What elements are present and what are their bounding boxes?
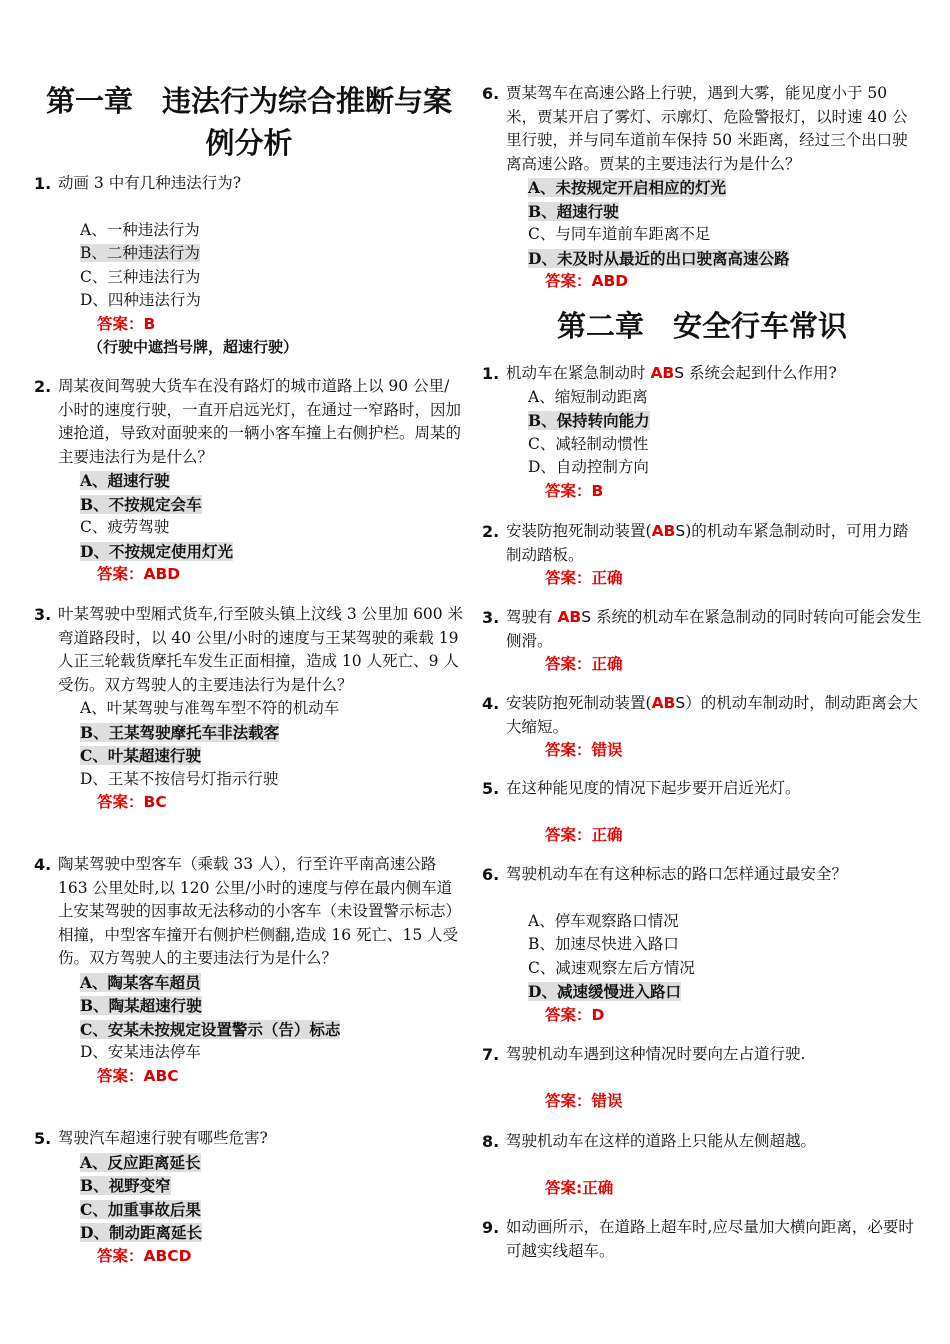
chapter2-question-1: 1. 机动车在紧急制动时 ABS 系统会起到什么作用? A、缩短制动距离 B、保持转向能力 C、减轻制动惯性 D、自动控制方向 答案：B: [482, 362, 922, 503]
answer: 答案：ABD: [545, 272, 629, 290]
option-d: D、安某违法停车: [80, 1043, 201, 1061]
option-b: B、陶某超速行驶: [80, 996, 202, 1015]
question-3: 3. 叶某驾驶中型厢式货车,行至陂头镇上汶线 3 公里加 600 米弯道路段时，以 40 公里/小时的速度与王某驾驶的乘载 19 人正三轮载货摩托车发生正面相撞，造成 10 人死亡、9 人受伤。双方驾驶人的主要违法行为是什么？ A、叶某驾驶与准驾车型不符的机动车 B、王某驾驶摩托车非法载客 C、叶某超速行驶 D、王某不按信号灯指示行驶 答案：BC: [34, 603, 464, 815]
option-c: C、加重事故后果: [80, 1199, 201, 1219]
option-a: A、一种违法行为: [80, 220, 200, 239]
option-b: B、王某驾驶摩托车非法载客: [80, 722, 280, 742]
chapter2-question-3: 3. 驾驶有 ABS 系统的机动车在紧急制动的同时转向可能会发生侧滑。 答案：正确: [482, 606, 922, 677]
option-d: D、自动控制方向: [528, 458, 649, 476]
option-c: C、减轻制动惯性: [528, 434, 649, 453]
option-d: D、四种违法行为: [80, 291, 201, 309]
option-c: C、安某未按规定设置警示（告）标志: [80, 1019, 341, 1039]
option-a: A、反应距离延长: [80, 1152, 201, 1172]
chapter2-title: 第二章 安全行车常识: [556, 309, 847, 343]
question-5: 5. 驾驶汽车超速行驶有哪些危害? A、反应距离延长 B、视野变窄 C、加重事故后果 D、制动距离延长 答案：ABCD: [34, 1127, 464, 1268]
option-b: B、视野变窄: [80, 1176, 171, 1195]
option-a: A、缩短制动距离: [528, 387, 648, 406]
answer: 答案：ABCD: [97, 1246, 192, 1265]
question-6: 6. 贾某驾车在高速公路上行驶，遇到大雾，能见度小于 50 米，贾某开启了雾灯、示廓灯、危险警报灯，以时速 40 公里行驶，并与同车道前车保持 50 米距离，经过三个出口驶离高速公路。贾某的主要违法行为是什么？ A、未按规定开启相应的灯光 B、超速行驶 C、与同车道前车距离不足 D、未及时从最近的出口驶离高速公路 答案：ABD: [482, 82, 922, 294]
option-a: A、未按规定开启相应的灯光: [528, 178, 727, 197]
question-2: 2. 周某夜间驾驶大货车在没有路灯的城市道路上以 90 公里/小时的速度行驶，一直开启远光灯，在通过一窄路时，因加速抢道，导致对面驶来的一辆小客车撞上右侧护栏。周某的主要违法行为是什么？ A、超速行驶 B、不按规定会车 C、疲劳驾驶 D、不按规定使用灯光 答案：ABD: [34, 375, 464, 587]
answer: 答案:正确: [545, 1178, 614, 1197]
answer: 答案：D: [545, 1005, 605, 1024]
chapter1-title: 第一章 违法行为综合推断与案 例分析: [45, 84, 452, 160]
option-b: B、超速行驶: [528, 201, 619, 221]
answer: 答案：正确: [545, 655, 623, 673]
answer-note: （行驶中遮挡号牌，超速行驶）: [88, 338, 299, 356]
option-d: D、王某不按信号灯指示行驶: [80, 769, 279, 788]
question-1: 1. 动画 3 中有几种违法行为? A、一种违法行为 B、二种违法行为 C、三种违法行为 D、四种违法行为 答案：B （行驶中遮挡号牌，超速行驶）: [34, 172, 464, 360]
option-d: D、不按规定使用灯光: [80, 541, 233, 561]
option-d: D、制动距离延长: [80, 1223, 202, 1242]
chapter2-question-2: 2. 安装防抱死制动装置(ABS)的机动车紧急制动时，可用力踏制动踏板。 答案：正确: [482, 520, 922, 591]
chapter2-question-9: 9. 如动画所示，在道路上超车时,应尽量加大横向距离，必要时可越实线超车。: [482, 1218, 914, 1260]
answer: 答案：BC: [97, 793, 167, 811]
chapter2-question-7: 7. 驾驶机动车遇到这种情况时要向左占道行驶. 答案：错误: [482, 1043, 922, 1113]
option-a: A、超速行驶: [80, 471, 170, 490]
question-text: 叶某驾驶中型厢式货车,行至陂头镇上汶线 3 公里加 600 米弯道路段时，以 40 公里/小时的速度与王某驾驶的乘载 19 人正三轮载货摩托车发生正面相撞，造成 10 人死亡、9 人受伤。双方驾驶人的主要违法行为是什么？: [58, 605, 464, 694]
option-c: C、疲劳驾驶: [80, 518, 170, 536]
option-b: B、不按规定会车: [80, 494, 202, 514]
answer: 答案：B: [97, 314, 156, 333]
option-d: D、减速缓慢进入路口: [528, 982, 681, 1001]
answer: 答案：错误: [545, 741, 623, 759]
question-4: 4. 陶某驾驶中型客车（乘载 33 人），行至许平南高速公路 163 公里处时,以 120 公里/小时的速度与停在最内侧车道上安某驾驶的因事故无法移动的小客车（未设置警示标志）相撞，中型客车撞开右侧护栏侧翻,造成 16 死亡、15 人受伤。双方驾驶人的主要违法行为是什么？ A、陶某客车超员 B、陶某超速行驶 C、安某未按规定设置警示（告）标志 D、安某违法停车 答案：ABC: [34, 853, 464, 1088]
answer: 答案：ABC: [97, 1066, 179, 1085]
chapter2-question-5: 5. 在这种能见度的情况下起步要开启近光灯。 答案：正确: [482, 777, 922, 847]
answer: 答案：ABD: [97, 565, 181, 583]
option-a: A、陶某客车超员: [80, 972, 201, 992]
answer: 答案：正确: [545, 569, 623, 587]
option-a: A、叶某驾驶与准驾车型不符的机动车: [80, 699, 340, 717]
option-c: C、减速观察左后方情况: [528, 958, 695, 977]
chapter2-question-4: 4. 安装防抱死制动装置(ABS）的机动车制动时，制动距离会大大缩短。 答案：错误: [482, 692, 922, 763]
option-b: B、保持转向能力: [528, 411, 650, 430]
answer: 答案：正确: [545, 825, 623, 844]
option-c: C、与同车道前车距离不足: [528, 225, 711, 243]
chapter2-question-6: 6. 驾驶机动车在有这种标志的路口怎样通过最安全？ A、停车观察路口情况 B、加速尽快进入路口 C、减速观察左后方情况 D、减速缓慢进入路口 答案：D: [482, 863, 922, 1027]
option-b: B、二种违法行为: [80, 244, 200, 262]
option-a: A、停车观察路口情况: [528, 911, 679, 930]
chapter2-question-8: 8. 驾驶机动车在这样的道路上只能从左侧超越。 答案:正确: [482, 1130, 922, 1200]
option-c: C、叶某超速行驶: [80, 746, 201, 765]
answer: 答案：错误: [545, 1091, 623, 1110]
option-b: B、加速尽快进入路口: [528, 935, 679, 953]
option-c: C、三种违法行为: [80, 267, 201, 286]
answer: 答案：B: [545, 481, 604, 500]
option-d: D、未及时从最近的出口驶离高速公路: [528, 248, 790, 268]
